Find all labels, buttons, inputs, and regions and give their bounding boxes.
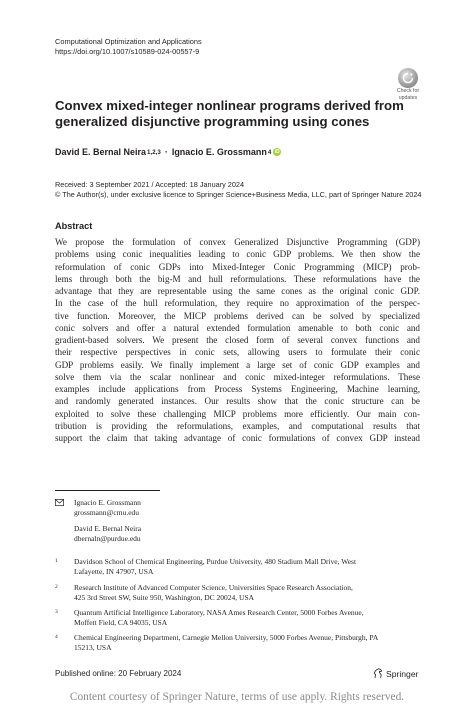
journal-name: Computational Optimization and Applications xyxy=(55,37,202,46)
published-date: Published online: 20 February 2024 xyxy=(55,669,182,678)
affiliation-line: Lafayette, IN 47907, USA xyxy=(74,567,154,576)
check-for-updates-line1: Check for xyxy=(396,88,420,94)
author-affiliation-marks: 4 xyxy=(267,148,272,156)
affiliation-line: 15213, USA xyxy=(74,643,112,652)
contact-email[interactable]: dbernaln@purdue.edu xyxy=(74,534,141,543)
contact-email[interactable]: grossmann@cmu.edu xyxy=(74,508,140,517)
abstract-line: support the claim that taking advantage of conic formulations of convex GDP instead xyxy=(55,433,420,444)
publisher-name: Springer xyxy=(386,668,419,679)
abstract-line: gradient-based solvers. We present the closed form of several convex functions and xyxy=(55,335,420,346)
affiliation xyxy=(55,633,455,655)
title-line: generalized disjunctive programming using cones xyxy=(55,114,370,129)
author-affiliation-marks: 1,2,3 xyxy=(147,148,161,156)
abstract-line: lems through both the big-M and hull reformulations. These reformulations have the xyxy=(55,273,420,284)
abstract-line: GDP problems easily. We finally implement a large set of conic GDP examples and xyxy=(55,359,420,370)
affiliation xyxy=(55,583,455,605)
author-name[interactable]: David E. Bernal Neira xyxy=(55,147,147,157)
abstract-line: exploited to solve these challenging MICP problems more efficiently. Our main con- xyxy=(55,408,420,419)
footnote-rule xyxy=(55,490,160,491)
affiliation xyxy=(55,557,455,579)
corresponding-contacts xyxy=(55,498,355,548)
affiliation-number: 2 xyxy=(55,584,58,590)
abstract-line: tive function. Moreover, the MICP problems derived can be solved by specialized xyxy=(55,310,420,321)
courtesy-notice: Content courtesy of Springer Nature, terms of use apply. Rights reserved. xyxy=(69,691,405,703)
affiliation-line: Chemical Engineering Department, Carnegie Mellon University, 5000 Forbes Avenue, Pittsburgh, PA xyxy=(74,633,379,642)
author-list xyxy=(55,147,281,157)
paper-title xyxy=(55,98,405,130)
springer-horse-icon xyxy=(373,668,383,679)
affiliation-line: 425 3rd Street SW, Suite 950, Washington, DC 20024, USA xyxy=(74,593,255,602)
abstract-line: examples include applications from Process Systems Engineering, Machine learning, xyxy=(55,384,420,395)
affiliation-number: 1 xyxy=(55,558,58,564)
abstract-line: In the case of the hull reformulation, they require no approximation of the perspec- xyxy=(55,298,420,309)
author-name[interactable]: Ignacio E. Grossmann xyxy=(171,147,267,157)
contact-name: David E. Bernal Neira xyxy=(74,524,142,533)
publisher-logo xyxy=(373,668,418,679)
abstract-line: solve them via the scalar nonlinear and conic mixed-integer reformulations. These xyxy=(55,371,420,382)
abstract-body xyxy=(55,236,420,445)
affiliation-number: 3 xyxy=(55,609,58,615)
affiliation-line: Davidson School of Chemical Engineering, Purdue University, 480 Stadium Mall Drive, West xyxy=(74,557,357,566)
envelope-icon xyxy=(55,499,64,506)
contact-block xyxy=(74,498,141,518)
contact-name: Ignacio E. Grossmann xyxy=(74,498,141,507)
abstract-line: advantage that they are representable using the same cones as the original conic GDP. xyxy=(55,286,420,297)
author-separator: · xyxy=(164,147,168,157)
affiliation-line: Moffett Field, CA 94035, USA xyxy=(74,618,168,627)
received-accepted: Received: 3 September 2021 / Accepted: 18 January 2024 xyxy=(55,180,245,189)
orcid-icon[interactable]: iD xyxy=(274,149,280,155)
check-for-updates-icon xyxy=(398,68,418,88)
journal-header xyxy=(55,37,202,57)
doi-link[interactable]: https://doi.org/10.1007/s10589-024-00557-9 xyxy=(55,47,200,56)
abstract-line: and randomly generated instances. Our results show that the conic structure can be xyxy=(55,396,420,407)
abstract-line: reformulation of conic GDPs into Mixed-Integer Conic Programming (MICP) prob- xyxy=(55,261,420,272)
abstract-heading: Abstract xyxy=(55,221,93,231)
article-dates xyxy=(55,180,421,200)
abstract-line: conic solvers and offer a natural extended formulation amenable to both conic and xyxy=(55,322,420,333)
affiliation-number: 4 xyxy=(55,634,58,640)
abstract-line: We propose the formulation of convex Generalized Disjunctive Programming (GDP) xyxy=(55,237,420,247)
check-for-updates-line2: updates xyxy=(398,94,418,101)
abstract-line: tribution is providing the reformulations, examples, and computational results that xyxy=(55,420,420,431)
title-line: Convex mixed-integer nonlinear programs derived from xyxy=(55,98,404,113)
abstract-line: their respective perspectives in conic sets, allowing users to formulate their conic xyxy=(55,347,420,358)
affiliation xyxy=(55,608,455,630)
affiliation-line: Research Institute of Advanced Computer Science, Universities Space Research Association, xyxy=(74,583,353,592)
abstract-line: problems using conic inequalities leading to conic GDP problems. We then show the xyxy=(55,249,420,260)
copyright-notice: © The Author(s), under exclusive licence to Springer Science+Business Media, LLC, part of Springer Nature 2024 xyxy=(55,190,422,199)
affiliation-line: Quantum Artificial Intelligence Laboratory, NASA Ames Research Center, 5000 Forbes Avenue, xyxy=(74,608,364,617)
contact-block xyxy=(74,524,141,544)
